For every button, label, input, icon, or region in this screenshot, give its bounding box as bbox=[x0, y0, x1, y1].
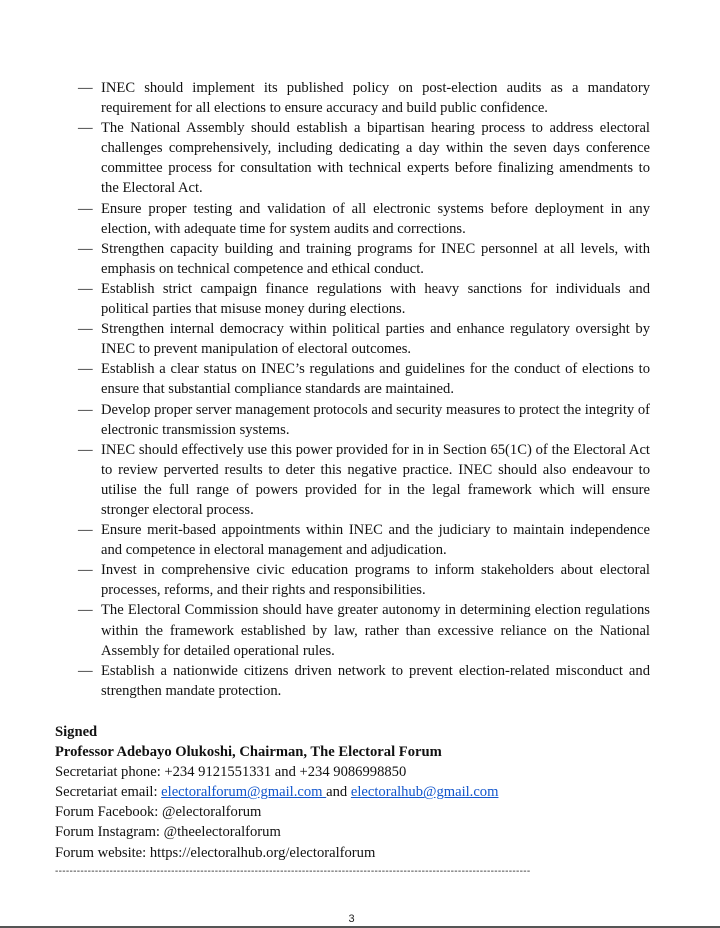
recommendation-item bbox=[78, 440, 650, 520]
facebook-label: Forum Facebook: bbox=[55, 804, 163, 821]
recommendation-item bbox=[78, 78, 650, 118]
recommendation-item bbox=[78, 359, 650, 399]
recommendation-item bbox=[78, 600, 650, 660]
recommendation-item bbox=[78, 279, 650, 319]
em-dash-bullet: — bbox=[78, 200, 93, 217]
forum-facebook bbox=[55, 802, 655, 822]
instagram-handle: @theelectoralforum bbox=[163, 824, 281, 841]
em-dash-bullet: — bbox=[78, 240, 93, 257]
em-dash-bullet: — bbox=[78, 602, 93, 619]
recommendation-item bbox=[78, 661, 650, 701]
recommendation-text: Develop proper server management protocols and security measures to protect the integrity of electronic transmission systems. bbox=[101, 401, 650, 438]
recommendation-text: Establish strict campaign finance regulations with heavy sanctions for individuals and political parties that misuse money during elections. bbox=[101, 280, 650, 318]
signed-label: Signed bbox=[55, 724, 98, 740]
website-url: https://electoralhub.org/electoralforum bbox=[149, 844, 376, 861]
recommendation-text: Invest in comprehensive civic education programs to inform stakeholders about electoral processes, reforms, and their rights and responsibilities. bbox=[101, 562, 650, 599]
em-dash-bullet: — bbox=[78, 120, 93, 137]
recommendation-item bbox=[78, 520, 650, 560]
instagram-label: Forum Instagram: bbox=[55, 824, 164, 841]
em-dash-bullet: — bbox=[78, 522, 93, 539]
recommendation-text: Ensure proper testing and validation of all electronic systems before deployment in any election, with adequate time for system audits and corrections. bbox=[101, 200, 650, 237]
recommendation-text: Strengthen capacity building and training programs for INEC personnel at all levels, with emphasis on technical competence and ethical conduct. bbox=[101, 240, 650, 277]
recommendation-item bbox=[78, 239, 650, 279]
secretariat-phone bbox=[55, 762, 655, 782]
facebook-handle: @electoralforum bbox=[162, 804, 262, 821]
recommendation-text: INEC should implement its published policy on post-election audits as a mandatory requirement for all elections to ensure accuracy and build public confidence. bbox=[101, 80, 650, 117]
recommendation-text: Establish a clear status on INEC’s regulations and guidelines for the conduct of elections to ensure that substantial compliance standards are maintained. bbox=[101, 361, 650, 398]
recommendations-list bbox=[78, 78, 650, 701]
email-label: Secretariat email: bbox=[55, 784, 162, 801]
recommendation-item bbox=[78, 400, 650, 440]
recommendation-item bbox=[78, 319, 650, 359]
secretariat-email bbox=[55, 782, 655, 802]
email-link-electoralforum[interactable]: electoralforum@gmail.com bbox=[161, 784, 327, 801]
page-number: 3 bbox=[348, 913, 355, 925]
em-dash-bullet: — bbox=[78, 321, 93, 338]
website-label: Forum website: bbox=[55, 844, 150, 861]
signature-block bbox=[55, 722, 655, 863]
recommendation-item bbox=[78, 199, 650, 239]
phone-value: +234 9121551331 and +234 9086998850 bbox=[164, 764, 407, 781]
forum-instagram bbox=[55, 822, 655, 842]
email-joiner: and bbox=[326, 784, 351, 801]
em-dash-bullet: — bbox=[78, 562, 93, 579]
recommendation-text: INEC should effectively use this power provided for in in Section 65(1C) of the Electoral Act to review perverted results to deter this negative practice. INEC should also endeavour to utilise the full range of powers provided for in the legal framework which will ensure stronger electoral process. bbox=[101, 441, 650, 518]
recommendation-text: Ensure merit-based appointments within INEC and the judiciary to maintain independence and competence in electoral management and adjudication. bbox=[101, 522, 650, 559]
recommendation-text: Establish a nationwide citizens driven network to prevent election-related misconduct and strengthen mandate protection. bbox=[101, 662, 650, 699]
dashed-separator: ----------------------------------------------------------------------------------------------------------------------------------- bbox=[55, 866, 531, 877]
signatory-name: Professor Adebayo Olukoshi, Chairman, The Electoral Forum bbox=[55, 744, 442, 761]
recommendation-text: The Electoral Commission should have greater autonomy in determining election regulations within the framework established by law, rather than excessive reliance on the National Assembly for detailed operational rules. bbox=[101, 602, 650, 659]
em-dash-bullet: — bbox=[78, 80, 93, 96]
recommendation-text: Strengthen internal democracy within political parties and enhance regulatory oversight by INEC to prevent manipulation of electoral outcomes. bbox=[101, 321, 650, 358]
em-dash-bullet: — bbox=[78, 441, 93, 458]
forum-website bbox=[55, 843, 655, 863]
em-dash-bullet: — bbox=[78, 280, 93, 297]
recommendation-text: The National Assembly should establish a bipartisan hearing process to address electoral challenges comprehensively, including dedicating a day within the seven days conference committee process for consultation with technical experts before finalizing amendments to the Electoral Act. bbox=[101, 120, 650, 197]
em-dash-bullet: — bbox=[78, 401, 93, 418]
phone-label: Secretariat phone: bbox=[55, 764, 165, 781]
em-dash-bullet: — bbox=[78, 662, 93, 679]
email-link-electoralhub[interactable]: electoralhub@gmail.com bbox=[350, 784, 499, 801]
recommendation-item bbox=[78, 118, 650, 198]
em-dash-bullet: — bbox=[78, 361, 93, 378]
recommendation-item bbox=[78, 560, 650, 600]
